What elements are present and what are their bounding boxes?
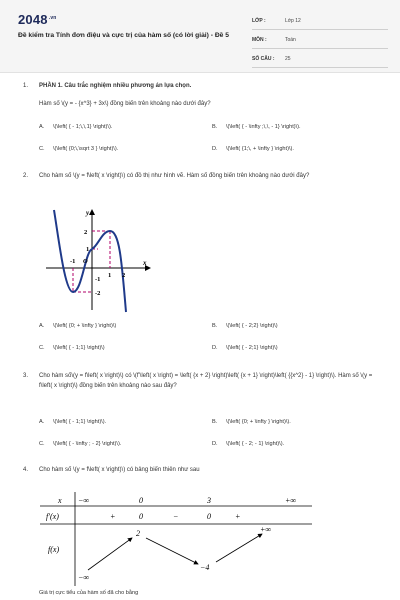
fp-sign: + — [110, 512, 116, 521]
question-text: Cho hàm số \(y = f\left( x \right)\) có bảng biến thiên như sau — [39, 467, 200, 473]
question-number: 1. — [23, 83, 29, 89]
question-text: Cho hàm số\(y = f\left( x \right)\) có \(f'\left( x \right) = \left( {x + 2} \right)\left( {x + 1} \right)\left( {{x^2} - 1} \right)\). Hàm số \(y = f\left( x \right)\) đồng biến trên khoảng nào sau đây? — [39, 373, 373, 389]
fp-sign: + — [235, 512, 241, 521]
section-title: PHẦN 1. Câu trắc nghiệm nhiều phương án lựa chọn. — [39, 83, 192, 89]
fp-zero: 0 — [207, 512, 211, 521]
question-text: Hàm số \(y = - {x^3} + 3x\) đồng biến trên khoảng nào dưới đây? — [39, 101, 211, 107]
y-label: y — [86, 209, 90, 217]
x-row-label: x — [58, 496, 62, 505]
question-number: 4. — [23, 467, 29, 473]
option-b[interactable]: B. \(\left( {0; + \infty } \right)\). — [212, 419, 291, 425]
question-3 — [23, 372, 383, 457]
x-value: −∞ — [78, 496, 90, 505]
option-a[interactable]: A. \(\left( { - 1;\,\,1} \right)\). — [39, 124, 113, 130]
option-c[interactable]: C. \(\left( { - 1;1} \right)\) — [39, 345, 105, 351]
meta-key: SỐ CÂU : — [252, 56, 275, 62]
x-label: x — [143, 259, 147, 267]
option-d[interactable]: D. \(\left( {1;\, + \infty } \right)\). — [212, 146, 294, 152]
f-value: −∞ — [78, 573, 90, 582]
meta-row-count — [252, 53, 388, 68]
fp-zero: 0 — [139, 512, 143, 521]
curve — [54, 210, 126, 312]
variation-table — [40, 486, 320, 586]
tick-y-1: 1 — [86, 246, 90, 253]
increase-arrow — [216, 534, 262, 562]
option-a[interactable]: A. \(\left( { - 1;1} \right)\). — [39, 419, 107, 425]
tick-y-neg-1: -1 — [95, 276, 101, 283]
question-prompt: Giá trị cực tiểu của hàm số đã cho bằng — [39, 590, 139, 596]
tick-x-1: 1 — [108, 272, 112, 279]
option-d[interactable]: D. \(\left( { - 2;1} \right)\) — [212, 345, 278, 351]
option-b[interactable]: B. \(\left( { - 2;2} \right)\) — [212, 323, 278, 329]
document-meta — [252, 15, 388, 72]
tick-y-2: 2 — [84, 229, 88, 236]
origin-label: O — [83, 258, 88, 265]
question-number: 2. — [23, 173, 29, 179]
x-value: 0 — [139, 496, 143, 505]
document-title: Đề kiểm tra Tính đơn điệu và cực trị của hàm số (có lời giải) - Đề 5 — [18, 32, 229, 39]
question-number: 3. — [23, 373, 29, 379]
option-c[interactable]: C. \(\left( {0;\,\sqrt 3 } \right)\). — [39, 146, 119, 152]
question-text: Cho hàm số \(y = f\left( x \right)\) có đồ thị như hình vẽ. Hàm số đồng biến trên khoảng nào dưới đây? — [39, 173, 310, 179]
f-value: +∞ — [260, 525, 272, 534]
question-4 — [23, 466, 383, 486]
option-d[interactable]: D. \(\left( { - 2; - 1} \right)\). — [212, 441, 285, 447]
meta-key: MÔN : — [252, 37, 267, 43]
document-header — [0, 0, 400, 73]
fp-row-label: f′(x) — [46, 512, 59, 521]
meta-value: Toán — [285, 37, 296, 43]
f-row-label: f(x) — [48, 545, 60, 554]
decrease-arrow — [146, 538, 198, 564]
tick-x-2: 2 — [122, 272, 126, 279]
option-a[interactable]: A. \(\left( {0; + \infty } \right)\) — [39, 323, 117, 329]
site-logo[interactable]: $2048^{.vn}$ — [18, 12, 57, 27]
f-value: −4 — [200, 563, 210, 572]
tick-y-neg-2: -2 — [95, 290, 101, 297]
meta-row-class — [252, 15, 388, 30]
increase-arrow — [88, 538, 132, 570]
meta-key: LỚP : — [252, 18, 266, 24]
option-c[interactable]: C. \(\left( { - \infty ; - 2} \right)\). — [39, 441, 122, 447]
x-value: 3 — [207, 496, 211, 505]
tick-x-neg-1: -1 — [70, 258, 76, 265]
meta-value: Lớp 12 — [285, 18, 301, 24]
meta-value: 25 — [285, 56, 291, 62]
question-1 — [23, 82, 383, 162]
meta-row-subject — [252, 34, 388, 49]
f-value: 2 — [136, 529, 140, 538]
x-value: +∞ — [285, 496, 297, 505]
function-graph — [40, 206, 160, 314]
fp-sign: − — [173, 512, 179, 521]
option-b[interactable]: B. \(\left( { - \infty ;\,\, - 1} \right)\). — [212, 124, 301, 130]
